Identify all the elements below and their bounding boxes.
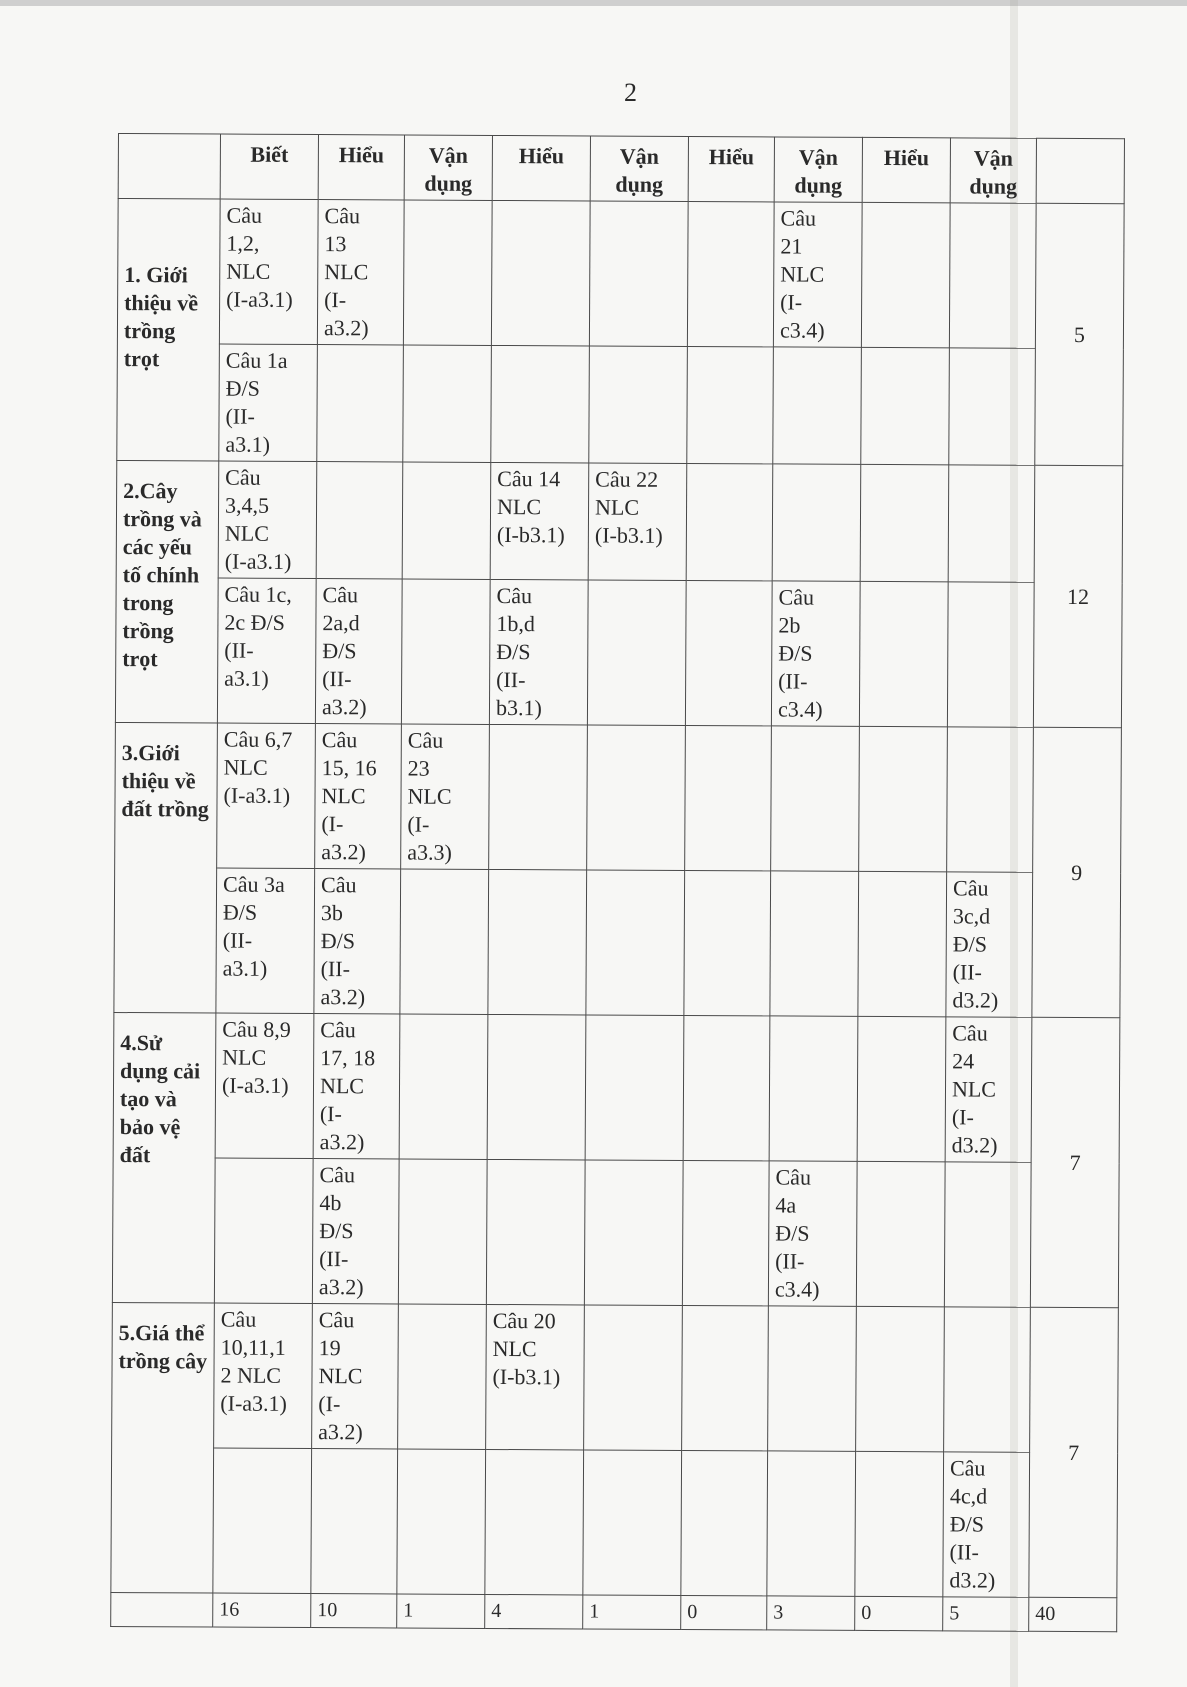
question-cell <box>949 203 1036 348</box>
question-cell-text: Câu 20 NLC (I-b3.1) <box>492 1307 561 1390</box>
question-cell-text: Câu 4b Đ/S (II- a3.2) <box>318 1162 364 1300</box>
topic-name-cell: 3.Giới thiệu về đất trồng <box>114 722 218 1013</box>
question-cell <box>589 346 688 464</box>
question-cell <box>948 465 1035 582</box>
question-cell <box>218 461 317 579</box>
question-cell-text: Câu 19 NLC (I- a3.2) <box>318 1307 363 1445</box>
question-cell-text: Câu 2b Đ/S (II- c3.4) <box>777 584 823 722</box>
question-cell-text: Câu 22 NLC (I-b3.1) <box>594 466 663 548</box>
question-cell <box>219 199 318 345</box>
question-cell-text: Câu 1b,d Đ/S (II- b3.1) <box>495 582 542 721</box>
sum-cell: 4 <box>485 1594 583 1629</box>
question-cell <box>398 1304 487 1449</box>
question-cell <box>861 202 950 347</box>
question-cell-text: Câu 1,2, NLC (I-a3.1) <box>226 202 293 312</box>
topic-total-cell: 12 <box>1033 465 1122 727</box>
question-cell <box>489 579 588 725</box>
question-cell-text: Câu 1a Đ/S (II- a3.1) <box>225 347 288 457</box>
topic-total-cell: 7 <box>1029 1307 1119 1597</box>
question-cell <box>771 726 860 871</box>
question-cell-text: Câu 6,7 NLC (I-a3.1) <box>223 726 293 808</box>
question-cell-text: Câu 10,11,1 2 NLC (I-a3.1) <box>220 1306 287 1416</box>
question-cell <box>403 345 492 462</box>
question-cell <box>768 1306 857 1451</box>
question-cell <box>217 578 316 724</box>
table-row <box>115 722 1122 872</box>
question-cell <box>856 1306 945 1451</box>
sum-cell: 0 <box>855 1596 943 1630</box>
question-cell <box>944 1307 1031 1452</box>
topic-name-cell: 5.Giá thể trồng cây <box>111 1302 215 1593</box>
question-cell-text: Câu 3,4,5 NLC (I-a3.1) <box>224 464 292 574</box>
question-cell <box>685 725 772 870</box>
header-cell: Biết <box>220 134 318 200</box>
question-cell <box>489 724 588 870</box>
question-cell <box>586 870 685 1016</box>
question-cell-text: Câu 15, 16 NLC (I- a3.2) <box>321 727 377 865</box>
question-cell-text: Câu 21 NLC (I- c3.4) <box>779 205 825 343</box>
header-cell: Vận dụng <box>774 137 862 202</box>
question-cell <box>773 202 862 347</box>
question-cell <box>859 581 948 726</box>
question-cell <box>858 871 947 1016</box>
question-cell <box>686 463 773 580</box>
question-cell-text: Câu 3a Đ/S (II- a3.1) <box>222 871 285 981</box>
header-cell <box>1036 138 1124 203</box>
sum-cell: 16 <box>213 1593 311 1628</box>
question-cell <box>772 464 861 581</box>
question-cell <box>583 1450 682 1596</box>
question-cell <box>682 1305 769 1450</box>
question-cell <box>488 869 587 1015</box>
topic-total-cell: 5 <box>1035 203 1124 465</box>
question-cell <box>585 1015 684 1161</box>
question-cell <box>681 1450 768 1595</box>
sum-cell: 3 <box>767 1596 855 1630</box>
question-cell <box>945 1017 1032 1162</box>
page-number: 2 <box>624 78 637 107</box>
question-cell <box>773 347 862 464</box>
header-row <box>118 134 1124 204</box>
question-cell <box>401 579 490 724</box>
topic-total-cell: 9 <box>1032 727 1122 1017</box>
assessment-matrix-table <box>110 133 1125 1632</box>
header-cell: Hiểu <box>862 137 950 202</box>
sum-cell <box>111 1592 213 1627</box>
question-cell <box>316 462 403 579</box>
sum-cell: 1 <box>397 1594 485 1628</box>
question-cell <box>313 1014 400 1159</box>
header-cell: Vận dụng <box>404 135 492 200</box>
table-row <box>117 199 1124 349</box>
question-cell <box>398 1159 487 1304</box>
table-row <box>111 1447 1118 1597</box>
question-cell <box>767 1451 856 1596</box>
question-cell <box>312 1304 399 1449</box>
question-cell <box>860 464 949 581</box>
header-cell: Vận dụng <box>590 136 688 202</box>
question-cell <box>944 1162 1031 1307</box>
sum-cell: 5 <box>943 1597 1029 1631</box>
question-cell <box>855 1451 944 1596</box>
question-cell <box>399 1014 488 1159</box>
question-cell <box>768 1161 857 1306</box>
question-cell <box>401 724 490 869</box>
question-cell-text: Câu 8,9 NLC (I-a3.1) <box>221 1016 291 1098</box>
header-cell: Hiểu <box>688 136 774 201</box>
question-cell-text: Câu 17, 18 NLC (I- a3.2) <box>319 1017 376 1155</box>
question-cell <box>486 1304 585 1450</box>
question-cell <box>685 580 772 725</box>
question-cell <box>402 462 491 579</box>
question-cell <box>588 463 687 581</box>
question-cell <box>400 869 489 1014</box>
question-cell <box>317 345 404 462</box>
question-cell <box>216 868 315 1014</box>
table-row <box>116 460 1123 582</box>
table-row <box>117 343 1124 465</box>
question-cell <box>943 1452 1030 1597</box>
question-cell <box>219 344 318 462</box>
sum-cell: 0 <box>681 1595 767 1629</box>
question-cell <box>491 345 590 463</box>
topic-name-cell: 2.Cây trồng và các yếu tố chính trong trồng trọt <box>115 460 218 723</box>
question-cell <box>486 1159 585 1305</box>
question-cell-text: Câu 13 NLC (I- a3.2) <box>323 203 369 341</box>
question-cell <box>490 462 589 580</box>
question-cell <box>684 870 771 1015</box>
question-cell-text: Câu 2a,d Đ/S (II- a3.2) <box>321 582 367 720</box>
question-cell-text: Câu 4c,d Đ/S (II- d3.2) <box>949 1455 996 1593</box>
question-cell <box>687 346 774 463</box>
question-cell <box>315 724 402 869</box>
question-cell <box>584 1305 683 1451</box>
sum-row <box>111 1592 1117 1631</box>
question-cell <box>859 726 948 871</box>
question-cell-text: Câu 4a Đ/S (II- c3.4) <box>774 1164 820 1302</box>
table-row <box>112 1157 1119 1307</box>
question-cell <box>311 1449 398 1594</box>
header-cell: Vận dụng <box>950 138 1036 203</box>
question-cell <box>217 723 316 869</box>
question-cell-text: Câu 3c,d Đ/S (II- d3.2) <box>952 875 999 1013</box>
question-cell <box>687 201 774 346</box>
question-cell <box>584 1160 683 1306</box>
question-cell-text: Câu 3b Đ/S (II- a3.2) <box>320 872 366 1010</box>
question-cell <box>312 1159 399 1304</box>
question-cell <box>485 1449 584 1595</box>
sum-cell: 10 <box>311 1594 397 1628</box>
scan-top-shadow <box>0 0 1187 6</box>
question-cell-text: Câu 1c, 2c Đ/S (II- a3.1) <box>224 581 292 691</box>
question-cell <box>771 581 860 726</box>
question-cell <box>856 1161 945 1306</box>
question-cell <box>587 580 686 726</box>
question-cell <box>317 200 404 345</box>
question-cell <box>491 200 590 346</box>
question-cell <box>315 579 402 724</box>
topic-name-cell: 1. Giới thiệu về trồng trọt <box>117 199 220 462</box>
question-cell <box>589 201 688 347</box>
question-cell <box>487 1014 586 1160</box>
question-cell <box>682 1160 769 1305</box>
question-cell-text: Câu 24 NLC (I- d3.2) <box>951 1020 998 1158</box>
question-cell <box>587 725 686 871</box>
table-row <box>115 577 1122 727</box>
question-cell <box>857 1016 946 1161</box>
table-row <box>113 1012 1120 1162</box>
topic-total-cell: 7 <box>1030 1017 1120 1307</box>
sum-cell: 40 <box>1029 1597 1117 1631</box>
sum-cell: 1 <box>583 1595 681 1630</box>
question-cell <box>947 582 1034 727</box>
question-cell-text: Câu 23 NLC (I- a3.3) <box>407 727 452 865</box>
question-cell <box>214 1158 313 1304</box>
question-cell <box>683 1015 770 1160</box>
header-cell: Hiểu <box>492 135 590 201</box>
question-cell <box>861 347 950 464</box>
header-cell: Hiểu <box>318 135 404 200</box>
table-row <box>112 1302 1119 1452</box>
question-cell <box>214 1303 313 1449</box>
question-cell <box>946 872 1033 1017</box>
question-cell <box>397 1449 486 1594</box>
question-cell <box>403 200 492 345</box>
question-cell-text: Câu 14 NLC (I-b3.1) <box>496 465 565 548</box>
table-row <box>114 867 1121 1017</box>
question-cell <box>769 1016 858 1161</box>
question-cell <box>213 1448 312 1594</box>
header-cell <box>118 134 220 200</box>
question-cell <box>947 727 1034 872</box>
question-cell <box>770 871 859 1016</box>
question-cell <box>949 348 1036 465</box>
question-cell <box>314 869 401 1014</box>
topic-name-cell: 4.Sử dụng cải tạo và bảo vệ đất <box>112 1012 216 1303</box>
question-cell <box>215 1013 314 1159</box>
